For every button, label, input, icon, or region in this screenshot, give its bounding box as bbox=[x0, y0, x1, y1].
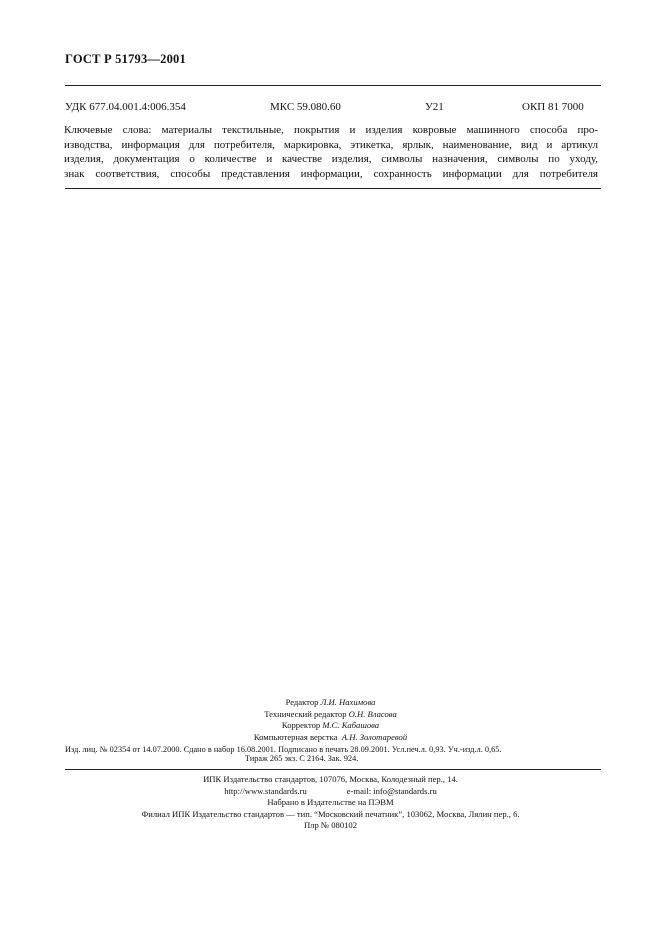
keywords-paragraph bbox=[64, 123, 598, 181]
top-divider bbox=[65, 85, 601, 86]
category-code: У21 bbox=[425, 101, 444, 113]
tech-editor-name: О.Н. Власова bbox=[348, 708, 397, 719]
udk-code: УДК 677.04.001.4:006.354 bbox=[65, 101, 186, 113]
keywords-line: знак соответствия, способы представления информации, сохранность информации для потребителя bbox=[64, 167, 598, 180]
imprint-divider bbox=[65, 769, 601, 770]
publication-line: Изд. лиц. № 02354 от 14.07.2000. Сдано в набор 16.08.2001. Подписано в печать 28.09.2001. Усл.печ.л. 0,93. Уч.-изд.л. 0,65. bbox=[65, 745, 502, 754]
typeset-note: Набрано в Издательстве на ПЭВМ bbox=[267, 797, 394, 808]
editor-credit: Редактор Л.И. Нахимова bbox=[285, 697, 376, 707]
keywords-line: Ключевые слова: материалы текстильные, покрытия и изделия ковровые машинного способа про- bbox=[64, 124, 598, 136]
credits-block bbox=[0, 697, 661, 743]
publication-line: Тираж 265 экз. С 2164. Зак. 924. bbox=[245, 754, 359, 763]
keywords-divider bbox=[65, 188, 601, 189]
corrector-name: М.С. Кабашова bbox=[322, 720, 380, 731]
plr-number: Плр № 080102 bbox=[303, 820, 358, 831]
publication-info bbox=[65, 745, 601, 763]
editor-name: Л.И. Нахимова bbox=[320, 697, 376, 707]
layout-credit: Компьютерная верстка А.Н. Золотаревой bbox=[253, 731, 408, 742]
mks-code: МКС 59.080.60 bbox=[270, 101, 341, 113]
okp-code: ОКП 81 7000 bbox=[522, 101, 584, 113]
document-header-title: ГОСТ Р 51793—2001 bbox=[65, 52, 186, 66]
tech-editor-credit: Технический редактор О.Н. Власова bbox=[264, 708, 397, 719]
corrector-credit: Корректор М.С. Кабашова bbox=[281, 720, 380, 731]
branch-address: Филиал ИПК Издательство стандартов — тип. “Московский печатник”, 103062, Москва, Лялин пер., 6. bbox=[141, 808, 520, 819]
imprint-block bbox=[0, 774, 661, 832]
contacts-line bbox=[0, 786, 661, 798]
email-link[interactable]: e-mail: info@standards.ru bbox=[346, 785, 437, 796]
keywords-line: изводства, информация для потребителя, маркировка, этикетка, ярлык, наименование, вид и артикул bbox=[64, 138, 598, 151]
publisher-address: ИПК Издательство стандартов, 107076, Москва, Колодезный пер., 14. bbox=[203, 774, 458, 784]
keywords-line: изделия, документация о количестве и качестве изделия, символы назначения, символы по уходу, bbox=[64, 153, 598, 165]
website-link[interactable]: http://www.standards.ru bbox=[224, 785, 307, 796]
layout-name: А.Н. Золотаревой bbox=[341, 731, 408, 742]
